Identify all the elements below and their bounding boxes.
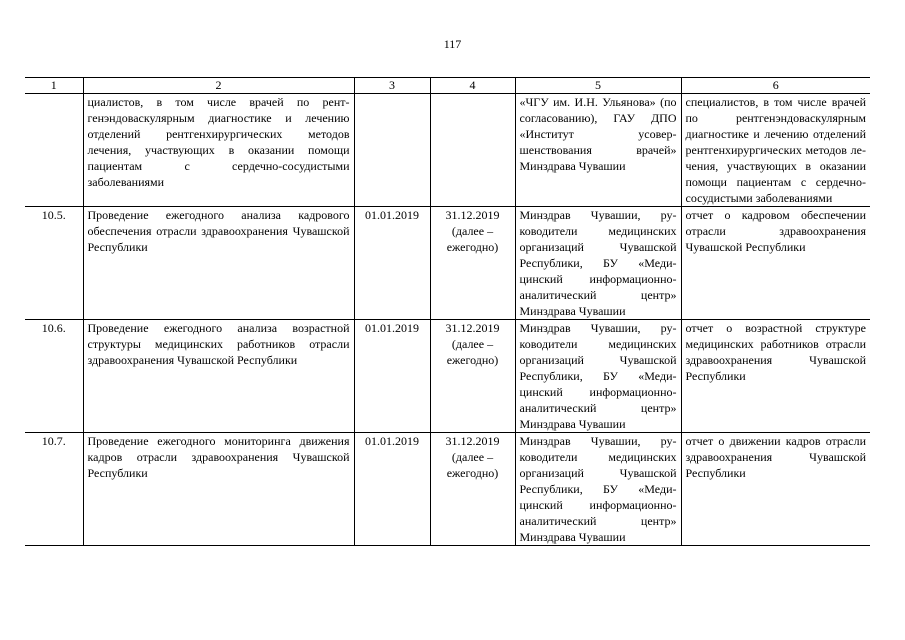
responsible-cell: «ЧГУ им. И.Н. Ульянова» (по согласованию), ГАУ ДПО «Институт усовершенствования врачей» Минздрава Чувашии (515, 94, 681, 207)
start-date-cell: 01.01.2019 (354, 433, 430, 546)
row-number: 10.5. (25, 207, 83, 320)
activity-cell: Проведение ежегодного мониторинга движения кадров отрасли здравоохранения Чувашской Республики (83, 433, 354, 546)
end-date-cell: 31.12.2019 (далее – ежегодно) (430, 320, 515, 433)
result-cell: отчет о возрастной структуре медицинских работников отрасли здравоохранения Чувашской Республики (681, 320, 870, 433)
header-col-5: 5 (515, 78, 681, 94)
responsible-cell: Минздрав Чувашии, руководители медицинских организаций Чувашской Республики, БУ «Медицинский информационно-аналитический центр» Минздрава Чувашии (515, 207, 681, 320)
row-number (25, 94, 83, 207)
row-number: 10.7. (25, 433, 83, 546)
end-date-cell: 31.12.2019 (далее – ежегодно) (430, 207, 515, 320)
table-row (25, 94, 870, 207)
table-header-row (25, 78, 870, 94)
start-date-cell: 01.01.2019 (354, 207, 430, 320)
header-col-2: 2 (83, 78, 354, 94)
page-number: 117 (443, 37, 462, 51)
table-row (25, 433, 870, 546)
end-date-cell (430, 94, 515, 207)
activity-cell: циалистов, в том числе врачей по рентгенэндоваскулярным диагностике и лечению отделений рентгенхирургических методов лечения, участвующих в оказании помощи пациентам с сердечно-сосудистыми заболеваниями (83, 94, 354, 207)
table-row (25, 207, 870, 320)
header-col-3: 3 (354, 78, 430, 94)
header-col-1: 1 (25, 78, 83, 94)
result-cell: отчет о кадровом обеспечении отрасли здравоохранения Чувашской Республики (681, 207, 870, 320)
activity-cell: Проведение ежегодного анализа кадрового обеспечения отрасли здравоохранения Чувашской Республики (83, 207, 354, 320)
end-date-cell: 31.12.2019 (далее – ежегодно) (430, 433, 515, 546)
activity-cell: Проведение ежегодного анализа возрастной структуры медицинских работников отрасли здравоохранения Чувашской Республики (83, 320, 354, 433)
table-row (25, 320, 870, 433)
start-date-cell: 01.01.2019 (354, 320, 430, 433)
result-cell: отчет о движении кадров отрасли здравоохранения Чувашской Республики (681, 433, 870, 546)
start-date-cell (354, 94, 430, 207)
responsible-cell: Минздрав Чувашии, руководители медицинских организаций Чувашской Республики, БУ «Медицинский информационно-аналитический центр» Минздрава Чувашии (515, 320, 681, 433)
responsible-cell: Минздрав Чувашии, руководители медицинских организаций Чувашской Республики, БУ «Медицинский информационно-аналитический центр» Минздрава Чувашии (515, 433, 681, 546)
measures-table (25, 77, 870, 546)
row-number: 10.6. (25, 320, 83, 433)
header-col-4: 4 (430, 78, 515, 94)
result-cell: специалистов, в том числе врачей по рентгенэндоваскулярным диагностике и лечению отделений рентгенхирургических методов лечения, участвующих в оказании помощи пациентам с сердечно-сосудистыми заболеваниями (681, 94, 870, 207)
header-col-6: 6 (681, 78, 870, 94)
